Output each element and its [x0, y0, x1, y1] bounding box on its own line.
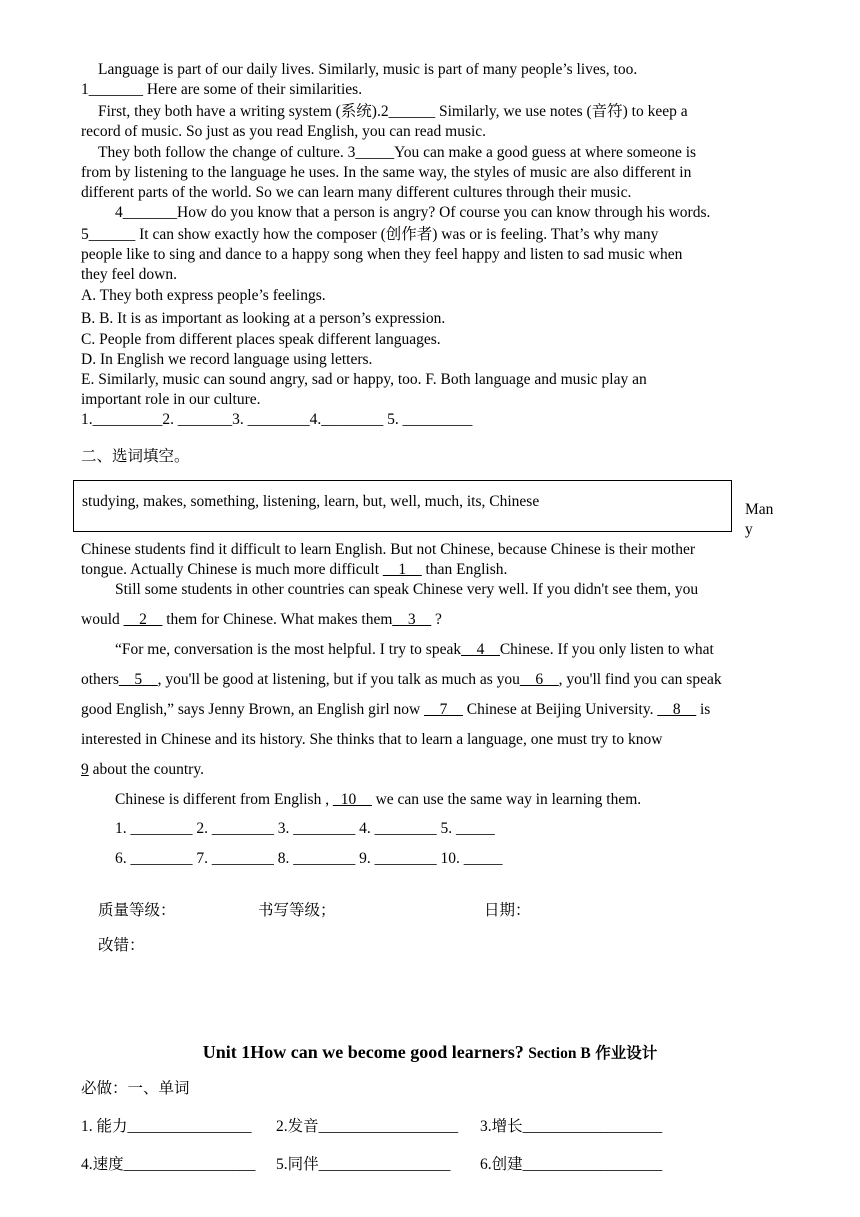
blank-5: __5__ — [118, 671, 158, 688]
passage1-line-4: record of music. So just as you read English, you can read music. — [81, 123, 487, 140]
passage1-line-11: they feel down. — [81, 266, 177, 283]
passage1-line-9: 5______ It can show exactly how the composer (创作者) was or is feeling. That’s why many — [81, 226, 659, 243]
passage1-line-3: First, they both have a writing system (系统).2______ Similarly, we use notes (音符) to keep a — [98, 103, 688, 120]
passage1-line-7: different parts of the world. So we can learn many different cultures through their music. — [81, 184, 632, 201]
option-e-f: E. Similarly, music can sound angry, sad or happy, too. F. Both language and music play an — [81, 371, 647, 388]
writing-grade-label: 书写等级； — [258, 902, 336, 919]
vocab-3: 3.增长__________________ — [480, 1118, 663, 1135]
unit-title: Unit 1How can we become good learners? Section B 作业设计 — [202, 1042, 658, 1062]
date-label: 日期： — [484, 902, 531, 919]
section2-line-3: Still some students in other countries can speak Chinese very well. If you didn't see them, you — [115, 581, 699, 598]
section2-line-4: would __2__ them for Chinese. What makes them__3__ ? — [81, 611, 442, 628]
section2-line-10: Chinese is different from English , _10__ we can use the same way in learning them. — [115, 791, 642, 808]
section2-line-1: Chinese students find it difficult to learn English. But not Chinese, because Chinese is their mother — [81, 541, 696, 558]
passage1-line-10: people like to sing and dance to a happy song when they feel happy and listen to sad music when — [81, 246, 683, 263]
blank-1: __1__ — [382, 561, 422, 578]
side-word-2: y — [745, 521, 753, 538]
correction-label: 改错： — [98, 937, 145, 954]
vocab-6: 6.创建__________________ — [480, 1156, 663, 1173]
blank-7: __7__ — [424, 701, 463, 718]
vocab-1: 1. 能力________________ — [81, 1118, 252, 1135]
option-a: A. They both express people’s feelings. — [81, 287, 326, 304]
passage1-line-2: 1_______ Here are some of their similarities. — [81, 81, 363, 98]
side-word-1: Man — [745, 501, 774, 518]
section2-line-2: tongue. Actually Chinese is much more difficult __1__ than English. — [81, 561, 508, 578]
option-d: D. In English we record language using letters. — [81, 351, 373, 368]
required-heading: 必做：一、单词 — [81, 1080, 190, 1097]
section2-line-7: good English,” says Jenny Brown, an English girl now __7__ Chinese at Beijing University. __8__ is — [81, 701, 711, 718]
section2-line-6: others__5__, you'll be good at listening, but if you talk as much as you__6__, you'll find you can speak — [81, 671, 722, 688]
passage1-line-6: from by listening to the language he uses. In the same way, the styles of music are also different in — [81, 164, 692, 181]
blank-6: __6__ — [519, 671, 559, 688]
passage1-line-1: Language is part of our daily lives. Similarly, music is part of many people’s lives, too. — [98, 61, 638, 78]
blank-3: __3__ — [392, 611, 432, 628]
blank-9: 9 — [81, 761, 89, 778]
vocab-2: 2.发音__________________ — [276, 1118, 459, 1135]
option-c: C. People from different places speak different languages. — [81, 331, 441, 348]
answers-row-1: 1. ________ 2. ________ 3. ________ 4. ________ 5. _____ — [115, 820, 495, 837]
section2-line-5: “For me, conversation is the most helpful. I try to speak__4__Chinese. If you only listen to what — [115, 641, 714, 658]
word-box-text: studying, makes, something, listening, learn, but, well, much, its, Chinese — [82, 493, 540, 510]
blank-2: __2__ — [123, 611, 163, 628]
option-b: B. B. It is as important as looking at a person’s expression. — [81, 310, 446, 327]
answers-row-2: 6. ________ 7. ________ 8. ________ 9. ________ 10. _____ — [115, 850, 503, 867]
section2-line-9: 9 about the country. — [81, 761, 204, 778]
blank-8: __8__ — [657, 701, 697, 718]
blank-4: __4__ — [461, 641, 500, 658]
vocab-4: 4.速度_________________ — [81, 1156, 256, 1173]
quality-grade-label: 质量等级： — [98, 902, 176, 919]
word-box — [73, 480, 732, 532]
option-f-cont: important role in our culture. — [81, 391, 261, 408]
passage1-answer-line: 1._________2. _______3. ________4.________ 5. _________ — [81, 411, 473, 428]
blank-10: _10__ — [332, 791, 372, 808]
vocab-5: 5.同伴_________________ — [276, 1156, 451, 1173]
section2-line-8: interested in Chinese and its history. She thinks that to learn a language, one must try to know — [81, 731, 663, 748]
passage1-line-8: 4_______How do you know that a person is angry? Of course you can know through his words. — [115, 204, 711, 221]
passage1-line-5: They both follow the change of culture. 3_____You can make a good guess at where someone is — [98, 144, 697, 161]
section2-heading: 二、选词填空。 — [81, 448, 190, 465]
